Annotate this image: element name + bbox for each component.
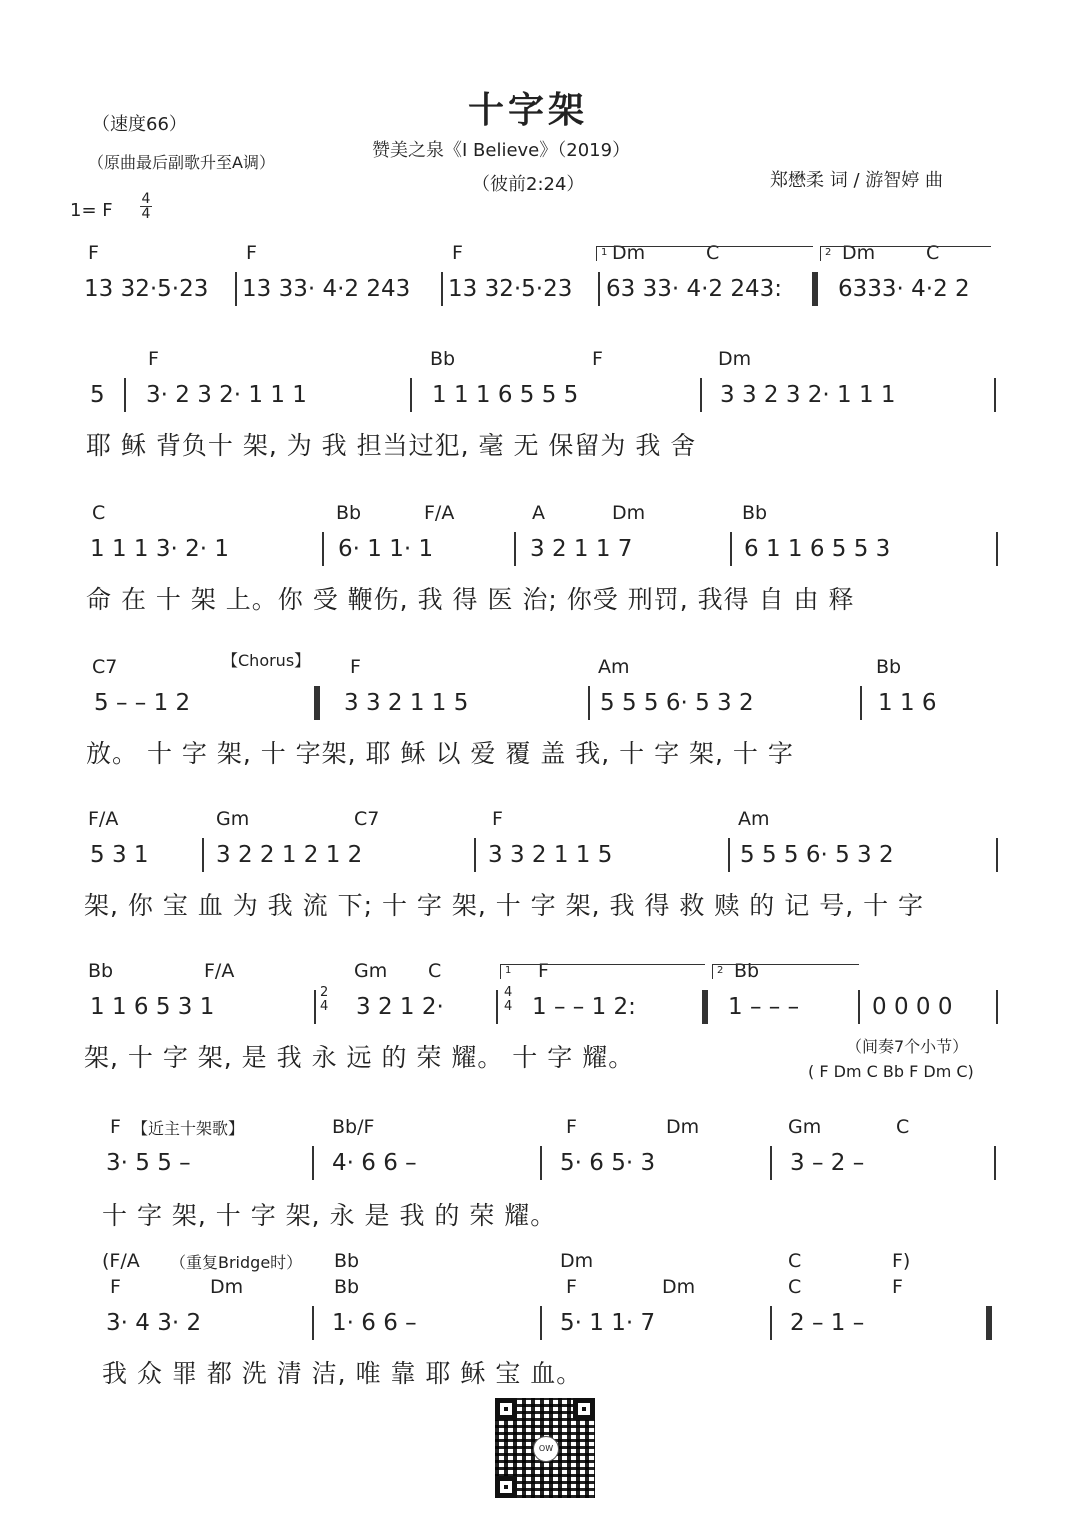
barline [700,378,702,412]
chord: F [492,808,503,830]
volta-1: 1 [596,246,813,261]
measure-notes: 13 33· 4·2 243 [242,276,411,302]
chord: Dm [666,1116,700,1138]
measure-notes: 2 – 1 – [790,1310,865,1336]
repeat-bridge-note: （重复Bridge时） [170,1253,303,1272]
chord: F [592,348,603,370]
measure-notes: 3 2 1 2· [356,994,444,1020]
barline [235,272,237,306]
qr-corner [495,1476,517,1498]
barline [312,1306,314,1340]
barline [994,378,996,412]
credits: 郑懋柔 词 / 游智婷 曲 [770,170,943,191]
chord: Am [738,808,770,830]
barline [996,990,998,1024]
chord: Gm [216,808,250,830]
chord: A [532,502,545,524]
chord: F [110,1116,121,1138]
barline [124,378,126,412]
section-label-chorus: 【Chorus】 [222,651,311,670]
chord: Bb/F [332,1116,375,1138]
chord: Gm [354,960,388,982]
barline [540,1146,542,1180]
time-change-2-4: 2 4 [320,985,329,1014]
qr-corner [495,1398,517,1420]
measure-notes: 1 – – 1 2: [532,994,636,1020]
barline [474,838,476,872]
key-note: （原曲最后副歌升至A调） [88,153,275,172]
chord: F/A [88,808,119,830]
source: 赞美之泉《I Believe》（2019） [372,140,631,161]
lyrics-line: 架, 你 宝 血 为 我 流 下; 十 字 架, 十 字 架, 我 得 救 赎 的 记 号, 十 字 [84,891,925,920]
measure-notes: 0 0 0 0 [872,994,953,1020]
measure-notes: 5 3 1 [90,842,149,868]
chord: F/A [424,502,455,524]
measure-notes: 13 32·5·23 [448,276,573,302]
time-signature [140,192,152,221]
measure-notes: 3· 2 3 2· 1 1 1 [146,382,307,408]
chord: Bb [876,656,902,678]
chord: C [926,242,940,264]
chord: C [896,1116,910,1138]
barline [860,686,862,720]
chord: Dm [842,242,876,264]
chord: Bb [336,502,362,524]
barline [598,272,600,306]
barline [410,378,412,412]
measure-notes: 3 3 2 3 2· 1 1 1 [720,382,896,408]
measure-notes: 4· 6 6 – [332,1150,417,1176]
interlude-chords: ( F Dm C Bb F Dm C) [808,1062,974,1081]
chord: C [428,960,442,982]
chord: Bb [430,348,456,370]
barline [322,532,324,566]
chord: C [706,242,720,264]
repeat-end [702,990,708,1024]
lyrics-line: 耶 稣 背负十 架, 为 我 担当过犯, 毫 无 保留为 我 舍 [86,431,697,460]
chord: Dm [662,1276,696,1298]
barline [441,272,443,306]
chord: F [892,1276,903,1298]
measure-notes: 1 1 6 5 3 1 [90,994,215,1020]
barline [496,990,498,1024]
repeat-end [812,272,818,306]
barline [728,838,730,872]
volta-1: 1 [500,964,705,979]
measure-notes: 5· 6 5· 3 [560,1150,656,1176]
qr-corner [573,1398,595,1420]
measure-notes: 63 33· 4·2 243: [606,276,783,302]
measure-notes: 5 5 5 6· 5 3 2 [600,690,754,716]
measure-notes: 1 1 6 [878,690,937,716]
chord: F/A [204,960,235,982]
measure-notes: 3 – 2 – [790,1150,865,1176]
chord-alt: Dm [560,1250,594,1272]
barline [540,1306,542,1340]
chord: F [246,242,257,264]
final-barline [986,1306,992,1340]
measure-notes: 5· 1 1· 7 [560,1310,656,1336]
chord: Bb [742,502,768,524]
measure-notes: 5 – – 1 2 [94,690,191,716]
barline [996,532,998,566]
chord: Dm [612,502,646,524]
chord-alt: Bb [334,1250,360,1272]
tempo: （速度66） [92,114,187,135]
repeat-start [314,686,320,720]
lyrics-line: 我 众 罪 都 洗 清 洁, 唯 靠 耶 稣 宝 血。 [102,1359,583,1388]
lyrics-line: 放。 十 字 架, 十 字架, 耶 稣 以 爱 覆 盖 我, 十 字 架, 十 字 [86,739,794,768]
measure-notes: 6 1 1 6 5 5 3 [744,536,891,562]
chord: C7 [354,808,380,830]
time-denominator: 4 [141,206,151,222]
time-numerator: 4 [141,191,151,207]
barline [996,838,998,872]
measure-notes: 5 5 5 6· 5 3 2 [740,842,894,868]
measure-notes: 5 [90,382,105,408]
chord-alt: (F/A [102,1250,140,1272]
barline [730,532,732,566]
chord: F [538,960,549,982]
chord: F [566,1276,577,1298]
chord: Gm [788,1116,822,1138]
measure-notes: 1· 6 6 – [332,1310,417,1336]
chord: F [110,1276,121,1298]
measure-notes: 13 32·5·23 [84,276,209,302]
measure-notes: 3· 5 5 – [106,1150,191,1176]
section-label-bridge: 【近主十架歌】 [132,1119,245,1138]
lyrics-line: 架, 十 字 架, 是 我 永 远 的 荣 耀。 十 字 耀。 [84,1043,635,1072]
chord: Bb [734,960,760,982]
barline [994,1146,996,1180]
qr-logo: OW [533,1436,559,1462]
chord: Bb [334,1276,360,1298]
chord: Bb [88,960,114,982]
measure-notes: 1 – – – [728,994,800,1020]
chord: C [92,502,106,524]
barline [202,838,204,872]
barline [770,1306,772,1340]
measure-notes: 1 1 1 3· 2· 1 [90,536,229,562]
measure-notes: 3 3 2 1 1 5 [344,690,469,716]
key-signature: 1= F [70,200,113,221]
volta-2: 2 [820,246,991,261]
barline [770,1146,772,1180]
measure-notes: 3 3 2 1 1 5 [488,842,613,868]
chord: C7 [92,656,118,678]
chord: Dm [210,1276,244,1298]
barline [514,532,516,566]
measure-notes: 3· 4 3· 2 [106,1310,202,1336]
barline [858,990,860,1024]
chord: Dm [718,348,752,370]
chord: F [88,242,99,264]
interlude-note: （间奏7个小节） [846,1037,969,1056]
chord: F [350,656,361,678]
barline [314,990,316,1024]
volta-2: 2 [712,964,859,979]
chord: F [452,242,463,264]
measure-notes: 6333· 4·2 2 [838,276,970,302]
lyrics-line: 十 字 架, 十 字 架, 永 是 我 的 荣 耀。 [102,1201,557,1230]
chord: Am [598,656,630,678]
chord: F [148,348,159,370]
qr-code [495,1398,595,1498]
barline [312,1146,314,1180]
song-title: 十字架 [468,90,589,131]
chord: F [566,1116,577,1138]
scripture-ref: （彼前2:24） [472,174,585,195]
barline [588,686,590,720]
chord-alt: F) [892,1250,911,1272]
chord: C [788,1276,802,1298]
measure-notes: 3 2 1 1 7 [530,536,633,562]
measure-notes: 1 1 1 6 5 5 5 [432,382,579,408]
measure-notes: 3 2 2 1 2 1 2 [216,842,363,868]
chord-alt: C [788,1250,802,1272]
lyrics-line: 命 在 十 架 上。你 受 鞭伤, 我 得 医 治; 你受 刑罚, 我得 自 由 释 [86,585,855,614]
measure-notes: 6· 1 1· 1 [338,536,434,562]
time-change-4-4: 4 4 [504,985,513,1014]
chord: Dm [612,242,646,264]
